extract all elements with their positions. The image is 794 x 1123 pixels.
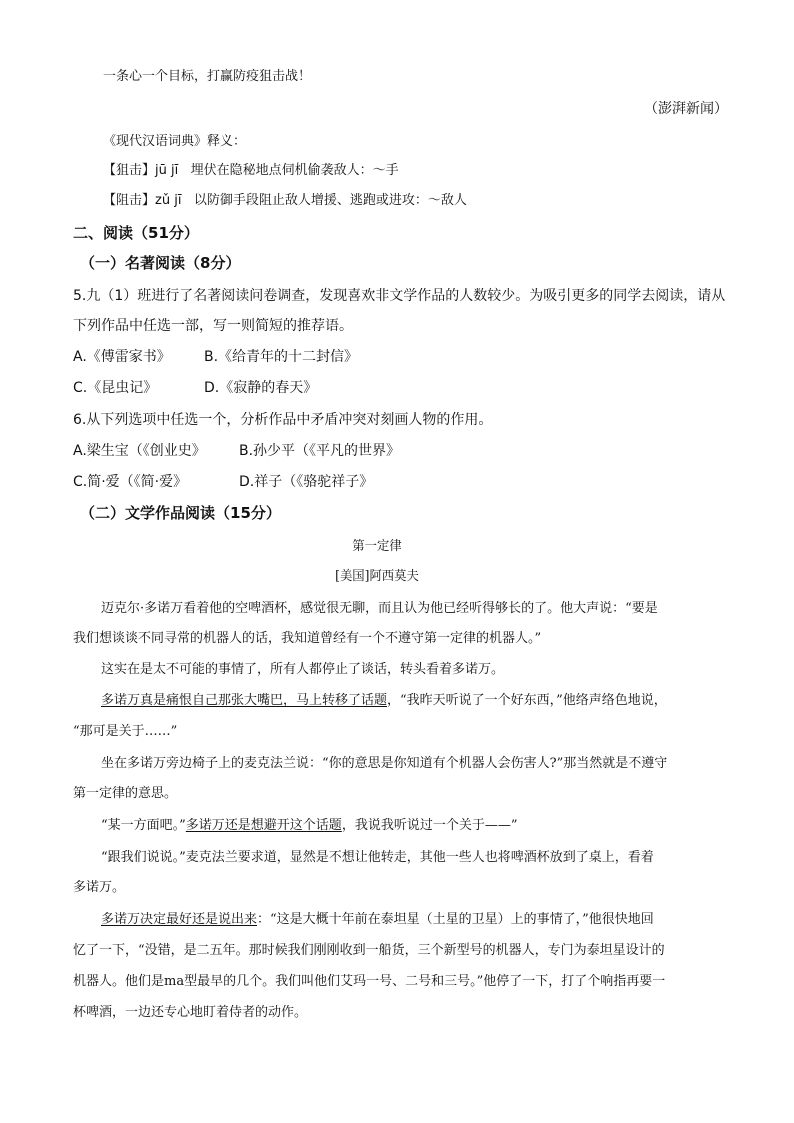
question-6-options-row-2 xyxy=(73,473,373,491)
question-6-options-row-1 xyxy=(73,442,400,460)
paragraph-text: “某一方面吧。” xyxy=(101,818,186,833)
question-5-line-1: 5.九（1）班进行了名著阅读问卷调查，发现喜欢非文学作品的人数较少。为吸引更多的同学去阅读，请从 xyxy=(73,288,726,304)
option-a: A.《傅雷家书》 xyxy=(73,349,171,365)
paragraph-4-line-1: 坐在多诺万旁边椅子上的麦克法兰说：“你的意思是你知道有个机器人会伤害人?”那当然就是不遵守 xyxy=(101,756,668,771)
paragraph-6-line-1: “跟我们说说。”麦克法兰要求道，显然是不想让他转走，其他一些人也将啤酒杯放到了桌上，看着 xyxy=(101,850,654,865)
paragraph-1-line-1: 迈克尔·多诺万看着他的空啤酒杯，感觉很无聊，而且认为他已经听得够长的了。他大声说：“要是 xyxy=(101,601,658,616)
part-title-literature: （二）文学作品阅读（15分） xyxy=(80,504,281,522)
paragraph-1-line-2: 我们想谈谈不同寻常的机器人的话，我知道曾经有一个不遵守第一定律的机器人。” xyxy=(73,631,542,646)
paragraph-text: ，我说我听说过一个关于——” xyxy=(341,818,518,833)
paragraph-3-line-2: “那可是关于……” xyxy=(73,724,178,739)
entry-definition: 以防御手段阻止敌人增援、逃跑或进攻：～敌人 xyxy=(193,193,467,208)
entry-pinyin: zǔ jī xyxy=(155,193,182,208)
option-b: B.《给青年的十二封信》 xyxy=(204,349,359,365)
option-c: C.《昆虫记》 xyxy=(73,380,158,396)
paragraph-3-line-1 xyxy=(101,692,667,710)
section-title-reading: 二、阅读（51分） xyxy=(73,224,199,242)
question-5-line-2: 下列作品中任选一部，写一则简短的推荐语。 xyxy=(73,318,353,334)
paragraph-5-line-1 xyxy=(101,817,517,835)
underlined-phrase: 多诺万还是想避开这个话题 xyxy=(185,818,342,833)
option-d: D.祥子（《骆驼祥子》 xyxy=(239,474,374,490)
option-a: A.梁生宝（《创业史》 xyxy=(73,443,206,459)
option-d: D.《寂静的春天》 xyxy=(204,380,318,396)
story-title: 第一定律 xyxy=(352,539,402,554)
entry-pinyin: jū jī xyxy=(155,163,179,178)
option-b: B.孙少平（《平凡的世界》 xyxy=(239,443,401,459)
underlined-phrase: 多诺万真是痛恨自己那张大嘴巴，马上转移了话题 xyxy=(101,693,388,708)
dictionary-entry-1 xyxy=(103,162,399,180)
paragraph-2-line-1: 这实在是太不可能的事情了，所有人都停止了谈话，转头看着多诺万。 xyxy=(101,662,505,677)
paragraph-7-line-2: 忆了一下，“没错，是二五年。那时候我们刚刚收到一船货，三个新型号的机器人，专门为泰坦星设计的 xyxy=(73,943,665,958)
paragraph-6-line-2: 多诺万。 xyxy=(73,880,126,895)
question-5-options-row-2 xyxy=(73,379,317,397)
paragraph-text: ，“我昨天听说了一个好东西，”他络声络色地说， xyxy=(387,693,667,708)
paragraph-7-line-3: 机器人。他们是ma型最早的几个。我们叫他们艾玛一号、二号和三号。”他停了一下，打了个响指再要一 xyxy=(73,974,666,989)
paragraph-7-line-1 xyxy=(101,911,654,929)
underlined-phrase: 多诺万决定最好还是说出来 xyxy=(101,912,258,927)
entry-term: 【阻击】 xyxy=(103,193,156,208)
question-6-line-1: 6.从下列选项中任选一个，分析作品中矛盾冲突对刻画人物的作用。 xyxy=(73,412,493,428)
dictionary-title: 《现代汉语词典》释义： xyxy=(103,134,247,149)
option-c: C.简·爱（《简·爱》 xyxy=(73,474,188,490)
source-attribution: （澎湃新闻） xyxy=(644,101,728,117)
entry-term: 【狙击】 xyxy=(103,163,156,178)
dictionary-entry-2 xyxy=(103,192,467,210)
entry-definition: 埋伏在隐秘地点伺机偷袭敌人：～手 xyxy=(190,163,399,178)
paragraph-text: ：“这是大概十年前在泰坦星（土星的卫星）上的事情了，”他很快地回 xyxy=(257,912,654,927)
paragraph-7-line-4: 杯啤酒，一边还专心地盯着侍者的动作。 xyxy=(73,1005,308,1020)
part-title-classics: （一）名著阅读（8分） xyxy=(80,254,241,272)
story-author: [美国]阿西莫夫 xyxy=(335,569,419,584)
question-5-options-row-1 xyxy=(73,348,358,366)
slogan: 一条心一个目标，打赢防疫狙击战！ xyxy=(103,69,312,84)
paragraph-4-line-2: 第一定律的意思。 xyxy=(73,786,178,801)
